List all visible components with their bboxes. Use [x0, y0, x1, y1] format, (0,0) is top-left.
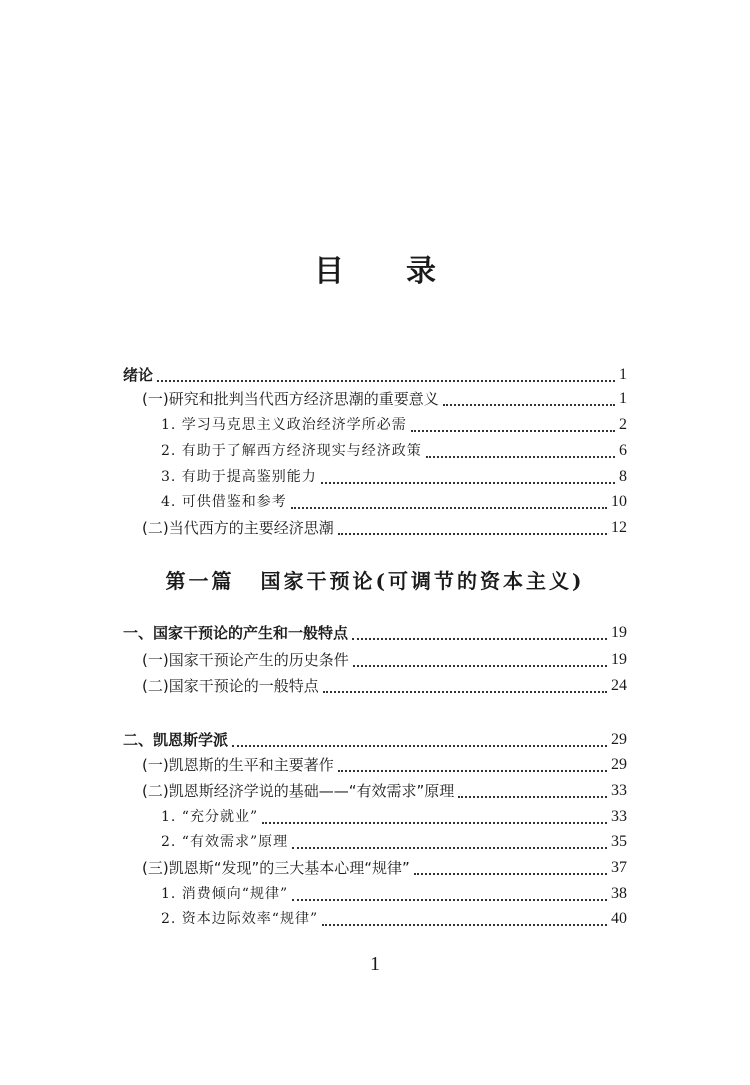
dot-leader: [322, 923, 607, 926]
dot-leader: [291, 506, 607, 509]
toc-entry-page: 38: [611, 885, 627, 902]
toc-entry[interactable]: [123, 882, 627, 906]
toc-entry-label: 2. 资本边际效率“规律”: [161, 911, 319, 927]
toc-entry[interactable]: [123, 907, 627, 931]
toc-entry-page: 40: [611, 910, 627, 927]
toc-entry-page: 37: [611, 859, 627, 876]
toc-entry[interactable]: [123, 856, 627, 880]
toc-entry-page: 35: [611, 833, 627, 850]
toc-entry-label: (二)当代西方的主要经济思潮: [142, 519, 334, 537]
dot-leader: [262, 821, 607, 824]
toc-entry-page: 33: [611, 782, 627, 799]
toc-entry-label: 2. “有效需求”原理: [161, 834, 289, 850]
toc-entry[interactable]: [123, 753, 627, 777]
toc-entry-page: 29: [611, 731, 627, 748]
toc-entry-page: 33: [611, 808, 627, 825]
toc-entry-page: 19: [611, 651, 627, 668]
toc-entry-page: 19: [611, 624, 627, 641]
toc-entry[interactable]: [123, 490, 627, 514]
toc-entry[interactable]: [123, 674, 627, 698]
toc-entry-page: 12: [611, 519, 627, 536]
toc-entry-page: 24: [611, 677, 627, 694]
toc-entry-label: (三)凯恩斯“发现”的三大基本心理“规律”: [142, 859, 410, 877]
dot-leader: [426, 455, 615, 458]
page-title-char-2: 录: [406, 254, 436, 289]
toc-entry[interactable]: [123, 465, 627, 489]
toc-entry-label: (一)国家干预论产生的历史条件: [142, 651, 349, 669]
dot-leader: [411, 429, 615, 432]
dot-leader: [443, 403, 615, 406]
dot-leader: [338, 769, 607, 772]
toc-entry[interactable]: [123, 439, 627, 463]
toc-entry-page: 6: [619, 442, 627, 459]
toc-entry[interactable]: [123, 516, 627, 540]
toc-entry[interactable]: [123, 413, 627, 437]
dot-leader: [157, 379, 615, 382]
toc-entry-label: 绪论: [123, 366, 154, 384]
toc-entry[interactable]: [123, 805, 627, 829]
toc-entry-label: 4. 可供借鉴和参考: [161, 494, 287, 510]
part-number: 第一篇: [165, 569, 235, 593]
toc-entry-label: 1. 消费倾向“规律”: [161, 886, 289, 902]
part-name: 国家干预论(可调节的资本主义): [260, 569, 585, 593]
toc-entry[interactable]: [123, 830, 627, 854]
dot-leader: [321, 481, 615, 484]
dot-leader: [292, 846, 607, 849]
toc-entry-label: 2. 有助于了解西方经济现实与经济政策: [161, 443, 422, 459]
dot-leader: [338, 532, 607, 535]
toc-entry[interactable]: [123, 728, 627, 752]
dot-leader: [352, 637, 607, 640]
dot-leader: [414, 872, 607, 875]
toc-entry[interactable]: [123, 648, 627, 672]
toc-entry[interactable]: [123, 621, 627, 645]
toc-entry[interactable]: [123, 387, 627, 411]
toc-entry-page: 10: [611, 493, 627, 510]
toc-entry-page: 8: [619, 468, 627, 485]
toc-entry-page: 1: [619, 366, 627, 383]
page-number: 1: [370, 953, 380, 975]
toc-entry-label: 3. 有助于提高鉴别能力: [161, 469, 317, 485]
page-title: [0, 246, 750, 290]
page-title-char-1: 目: [314, 254, 344, 289]
toc-entry-page: 29: [611, 756, 627, 773]
toc-entry-label: (一)研究和批判当代西方经济思潮的重要意义: [142, 390, 439, 408]
toc-entry-page: 2: [619, 416, 627, 433]
dot-leader: [232, 744, 607, 747]
part-title: [0, 565, 750, 594]
dot-leader: [323, 690, 607, 693]
dot-leader: [292, 898, 607, 901]
toc-entry-label: (二)凯恩斯经济学说的基础——“有效需求”原理: [142, 782, 455, 800]
dot-leader: [458, 795, 607, 798]
toc-entry-label: (二)国家干预论的一般特点: [142, 677, 319, 695]
toc-entry-label: 一、国家干预论的产生和一般特点: [123, 624, 349, 642]
dot-leader: [353, 664, 607, 667]
toc-entry[interactable]: [123, 363, 627, 387]
toc-entry-label: (一)凯恩斯的生平和主要著作: [142, 756, 334, 774]
toc-entry[interactable]: [123, 779, 627, 803]
toc-entry-label: 1. “充分就业”: [161, 809, 259, 825]
toc-entry-page: 1: [619, 390, 627, 407]
toc-entry-label: 1. 学习马克思主义政治经济学所必需: [161, 417, 407, 433]
toc-entry-label: 二、凯恩斯学派: [123, 731, 229, 749]
